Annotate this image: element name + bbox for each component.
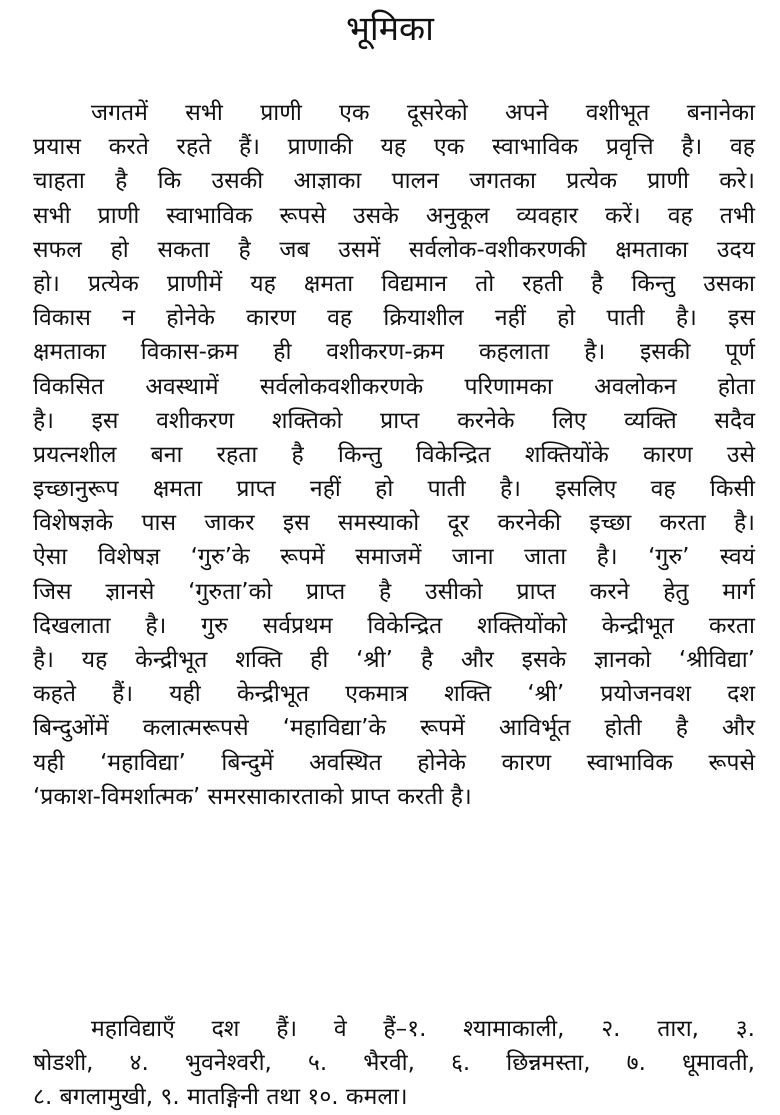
- text-line: प्रयास करते रहते हैं। प्राणाकी यह एक स्वाभाविक प्रवृत्ति है। वह: [33, 134, 755, 161]
- text-line: दिखलाता है। गुरु सर्वप्रथम विकेन्द्रित शक्तियोंको केन्द्रीभूत करता: [33, 612, 755, 639]
- text-line: ‘प्रकाश-विमर्शात्मक’ समरसाकारताको प्राप्त करती है।: [33, 783, 472, 810]
- text-line: चाहता है कि उसकी आज्ञाका पालन जगतका प्रत्येक प्राणी करे।: [33, 168, 755, 195]
- text-line: है। इस वशीकरण शक्तिको प्राप्त करनेके लिए व्यक्ति सदैव: [33, 407, 755, 434]
- text-line: कहते हैं। यही केन्द्रीभूत एकमात्र शक्ति ‘श्री’ प्रयोजनवश दश: [33, 681, 755, 708]
- text-line: यही ‘महाविद्या’ बिन्दुमें अवस्थित होनेके कारण स्वाभाविक रूपसे: [33, 749, 755, 776]
- text-line: बिन्दुओंमें कलात्मरूपसे ‘महाविद्या’के रूपमें आविर्भूत होती है और: [33, 715, 755, 742]
- text-line: महाविद्याएँ दश हैं। वे हैं–१. श्यामाकाली, २. तारा, ३.: [91, 1016, 755, 1042]
- paragraph-introduction: [33, 96, 755, 814]
- text-line: सफल हो सकता है जब उसमें सर्वलोक-वशीकरणकी क्षमताका उदय: [33, 236, 755, 263]
- text-line: विशेषज्ञके पास जाकर इस समस्याको दूर करनेकी इच्छा करता है।: [33, 510, 755, 537]
- text-line: जिस ज्ञानसे ‘गुरुता’को प्राप्त है उसीको प्राप्त करने हेतु मार्ग: [33, 578, 755, 605]
- text-line: ८. बगलामुखी, ९. मातङ्गिनी तथा १०. कमला।: [33, 1084, 408, 1111]
- text-line: जगतमें सभी प्राणी एक दूसरेको अपने वशीभूत बनानेका: [91, 100, 755, 126]
- text-line: क्षमताका विकास-क्रम ही वशीकरण-क्रम कहलाता है। इसकी पूर्ण: [33, 339, 755, 366]
- text-line: इच्छानुरूप क्षमता प्राप्त नहीं हो पाती है। इसलिए वह किसी: [33, 476, 755, 503]
- paragraph-mahavidya-list: [33, 1012, 755, 1115]
- text-line: विकास न होनेके कारण वह क्रियाशील नहीं हो पाती है। इस: [33, 305, 755, 332]
- text-line: विकसित अवस्थामें सर्वलोकवशीकरणके परिणामका अवलोकन होता: [33, 373, 755, 400]
- text-line: प्रयत्नशील बना रहता है किन्तु विकेन्द्रित शक्तियोंके कारण उसे: [33, 441, 755, 468]
- page-title: भूमिका: [346, 9, 434, 49]
- text-line: षोडशी, ४. भुवनेश्वरी, ५. भैरवी, ६. छिन्नमस्ता, ७. धूमावती,: [33, 1050, 755, 1077]
- text-line: है। यह केन्द्रीभूत शक्ति ही ‘श्री’ है और इसके ज्ञानको ‘श्रीविद्या’: [33, 647, 755, 673]
- text-line: सभी प्राणी स्वाभाविक रूपसे उसके अनुकूल व्यवहार करें। वह तभी: [33, 202, 755, 229]
- text-line: ऐसा विशेषज्ञ ‘गुरु’के रूपमें समाजमें जाना जाता है। ‘गुरु’ स्वयं: [33, 544, 755, 571]
- text-line: हो। प्रत्येक प्राणीमें यह क्षमता विद्यमान तो रहती है किन्तु उसका: [33, 270, 755, 297]
